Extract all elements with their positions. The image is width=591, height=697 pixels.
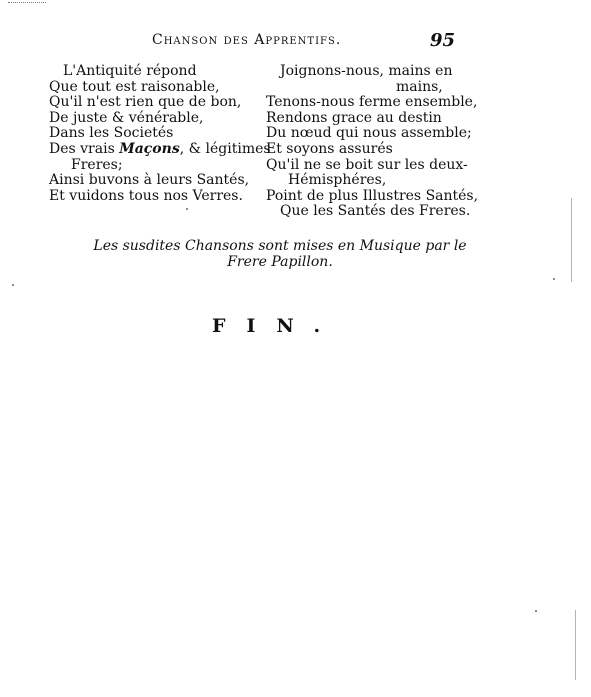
running-title: Chanson des Apprentifs. [152,32,342,48]
verse-line: Joignons-nous, mains en [280,63,453,79]
right-verse-column [266,63,479,220]
verse-line: mains, [396,78,443,95]
verse-fragment: Des vrais [49,140,120,157]
ink-speck [535,610,537,612]
verse-line: Du nœud qui nous assemble; [266,125,472,142]
verse-line: L'Antiquité répond [63,63,197,79]
verse-line: Et vuidons tous nos Verres. [49,187,243,204]
verse-fragment: , & légitimes [179,140,271,157]
page-number: 95 [430,30,456,51]
verse-line: Et soyons assurés [266,140,393,157]
verse-line: Hémisphéres, [288,172,387,189]
music-note [50,238,510,270]
verse-line: Que tout est raisonable, [49,78,220,95]
ink-speck [186,208,188,210]
verse-line: Qu'il n'est rien que de bon, [49,94,242,111]
verse-line: De juste & vénérable, [49,109,204,126]
verse-line: Que les Santés des Freres. [280,203,471,220]
page-edge-shadow [571,198,572,282]
music-note-line: Frere Papillon. [227,254,333,270]
verse-line: Point de plus Illustres Santés, [266,187,479,204]
running-head [0,32,591,56]
ink-speck [12,284,14,286]
left-verse-column [49,63,271,204]
verse-line: Tenons-nous ferme ensemble, [266,94,478,111]
verse-line: Freres; [71,156,123,173]
verse-line-with-italic [49,140,271,158]
fin-heading: FIN. [212,315,342,337]
page-edge-shadow [575,610,576,680]
music-note-line: Les susdites Chansons sont mises en Musique par le [93,238,467,254]
top-margin-marks [8,2,46,9]
ink-speck [553,278,555,280]
verse-line: Rendons grace au destin [266,109,442,126]
verse-line: Qu'il ne se boit sur les deux- [266,156,468,173]
italic-word: Maçons [119,140,180,157]
verse-line: Dans les Societés [49,125,174,142]
verse-line: Ainsi buvons à leurs Santés, [49,172,250,189]
